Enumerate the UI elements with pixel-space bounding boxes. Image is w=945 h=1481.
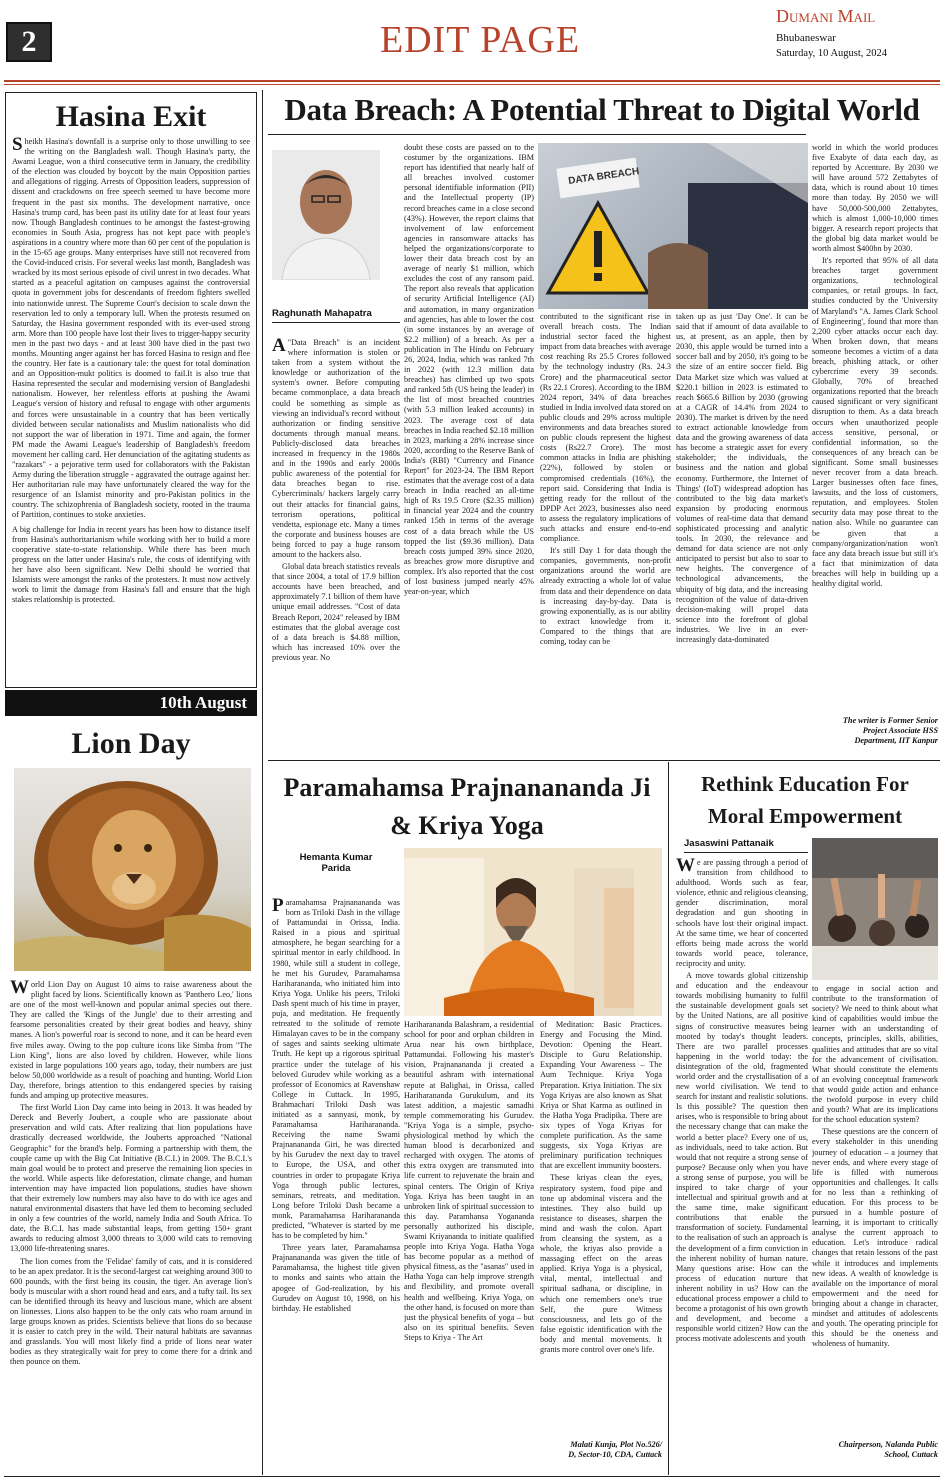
- breach-signature: [812, 716, 938, 746]
- page-number-box: [6, 22, 52, 62]
- meditating-figure-icon: [404, 848, 662, 1016]
- paper-name: Dumani Mail: [776, 6, 876, 26]
- kriya-author: [272, 852, 400, 874]
- education-signature: [812, 1440, 938, 1460]
- education-sig-line: School, Cuttack: [884, 1450, 938, 1459]
- byline-rule: [684, 852, 808, 853]
- kriya-author-line: Hemanta Kumar: [299, 852, 373, 863]
- kriya-paragraph: Three years later, Paramahamsa Prajnanananda was given the title of Paramahamsa, the highest title given to monks and saints who attain the apogee of God-realization, by his Gurudev on August 10, 1998, on his birthday. He established: [272, 1243, 400, 1313]
- masthead-rule-2: [4, 84, 940, 85]
- breach-col-3: [540, 312, 671, 750]
- lion-paragraph: World Lion Day on August 10 aims to raise awareness about the plight faced by lions. Scientifically known as 'Panthero Leo,' lions are one of the most well-known and popular animal species out there. They are called the 'Kings of the Jungle' due to their arresting and fearsome personalities created by their great bodies and heavy, shiny manes. A lion's powerful roar is second to none, and it can be heard even five miles away. Owing to the pop culture icons like Simba from "The Lion King", lions are also loved by children. However, while lions existed in large populations 100 years ago, today, their numbers are just below 50,000 worldwide as a result of poaching and hunting. World Lion Day, therefore, brings attention to this endangered species by raising funds and amping up protective measures.: [10, 980, 252, 1101]
- lion-date-banner: [5, 690, 257, 716]
- kriya-headline-1: Paramahamsa Prajnanananda Ji: [283, 773, 651, 802]
- breach-headline: Data Breach: A Potential Threat to Digital World: [284, 92, 920, 127]
- date: Saturday, 10 August, 2024: [776, 48, 888, 59]
- breach-author-photo: [272, 150, 380, 280]
- city: Bhubaneswar: [776, 32, 836, 44]
- lion-icon: [14, 768, 251, 971]
- education-col-1: [676, 858, 808, 1474]
- kriya-image: [404, 848, 662, 1016]
- education-paragraph: These questions are the concern of every stakeholder in this unending journey of education – a journey that never ends, and where every stage of life is filled with numerous opportunities and challenges. It calls for no less than a rethinking of education. For this process to be pursued in a humble posture of learning, it is important to critically analyse the current approach to education. Let's introduce radical changes that retain lessons of the past while it introduces and implements new ideas. A wealth of knowledge is available on the importance of moral empowerment and the need for bringing about a change in character, mindset and attitudes of adolescents and youth. The operating principle for this should be the oneness and wholeness of humanity.: [812, 1127, 938, 1349]
- breach-col-1: [272, 338, 400, 750]
- breach-paragraph: taken up as just 'Day One'. It can be said that if amount of data available to us, at present, as an apple, then by 2030, this apple would be turned into a soccer ball and by 2050, it's going to be the size of an entire soccer field. Big Data Market size which was valued at $220.1 billion in 2023 is estimated to reach $665.6 Billion by 2030 (growing at a CAGR of 14.4% from 2024 to 2030). The market is driven by the need to extract actionable knowledge from data and the growing awareness of data has become a strategic asset for every stakeholder; the individuals, the business and the nation and global economy. Furthermore, the Internet of Things' (IoT) widespread adoption has contributed to the big data market's expansion by producing enormous volumes of real-time data that demand sophisticated processing and analytic tools. In 2030, the relevance and demand for data science are not only anticipated to persist but also to soar to new heights. The convergence of technological advancements, the ubiquity of big data, and the increasing recognition of the value of data-driven decision-making will propel data science into the forefront of global industries. We live in an ever-increasingly data-dominated: [676, 312, 808, 644]
- breach-col-4: [676, 312, 808, 750]
- breach-paragraph: It's still Day 1 for data though the companies, governments, non-profit organizations around the world are already extracting a whole lot of value from data and their dependence on data is increasing day-by-day. Data is growing exponentially, as is our ability to extract knowledge from it. Compared to the things that are coming, today can be: [540, 546, 671, 646]
- kriya-paragraph: of Meditation: Basic Practices. Energy and Focusing the Mind. Devotion: Opening the Heart. Disciple to Guru Relationship. Expanding Your Awareness – The Aum Technique. Kriya Yoga Preparation. Kriya Initiation. The six Yoga Kriyas are also known as Shat Kriya or Shat Karma as outlined in the Hatha Yoga Pradipika. There are six types of Yoga Kriyas for complete purification. As the same suggests, six Yoga Kriyas are preliminary purification techniques that are excellent immunity boosters.: [540, 1020, 662, 1171]
- education-col-2: [812, 984, 938, 1428]
- breach-sig-line: Project Associate HSS: [862, 726, 938, 735]
- education-paragraph: We are passing through a period of transition from childhood to adulthood. Words such as fear, violence, ethnic and religious cleansing, gender discrimination, moral degradation and gun shooting in schools have lost their original impact. At the same time, we hear of concerted efforts being made across the world towards world peace, tolerance, reciprocity and unity.: [676, 858, 808, 968]
- kriya-sig-line: D, Sector-10, CDA, Cuttack: [568, 1450, 662, 1459]
- breach-paragraph: doubt these costs are passed on to the costumer by the organizations. IBM report has identified that nearly half of all breaches involved customer personal identifiable information (PII) and the Intellectual property (IP) record breaches came in a close second (43%). However, the report claims that involvement of law enforcement agencies in ransomware attacks has helped the organizations/corporate to lower their data breach cost by an average of nearly $1 million, which excludes the cost of any ransom paid. The report also reveals that application of security Artificial Intelligence (AI) and automation, in many organization and agencies, has able to lower the cost (in some instances by an average of $2.2 million) of a breach. As per a publication in The Hindu on February 26, 2024, India, which was ranked 7th in 2022 (with 12.3 million data breaches) has climbed up two spots and ranked 5th (US being the leader) in the list of most breached countries (with 5.3 million leaked accounts) in 2023. The average cost of data breaches in India reached $2.18 million in 2023, marking a 28% increase since 2020, according to the Reserve Bank of India's (RBI) "Currency and Finance Report" for 2023-24. The IBM Report estimates that the average cost of a data breach in India reached an all-time high of Rs 19.5 Crore ($2.35 million) in financial year 2024 and the country ranked 15th in terms of the average cost of a data breach while the US topped the list ($9.36 million). Data breach costs jumped 39% since 2020, as breaches grow more disruptive and complex. It's also reported that the cost of lost business jumped nearly 45% year-on-year, which: [404, 143, 534, 597]
- hasina-article: [5, 92, 257, 688]
- lion-date: 10th August: [159, 693, 247, 712]
- kriya-paragraph: Paramahamsa Prajnanananda was born as Triloki Dash in the village of Pattamundai in Orissa, India. Raised in a pious and spiritual atmosphere, he began searching for a spiritual mentor in early childhood. In 1980, while still a student in college, he met his Gurudev, Paramahamsa Hariharananda, who initiated him into Kriya Yoga. Unlike his peers, Triloki Dash spent much of his time in prayer, puja, and meditation. He frequently retreated to the solitude of remote Himalayan caves to be in the company of sages and saints seeking ultimate Truth. He kept up a rigorous spiritual practice under the tutelage of his beloved Gurudev while working as a professor of Economics at Ravenshaw College in Cuttack. In 1995, Brahmachari Triloki Dash was initiated as a sannyasi, monk, by Paramahamsa Hariharananda. Receiving the name Swami Prajnanananda Giri, he was directed by his Gurudev the next day to travel to Europe, the USA, and other countries in order to propagate Kriya Yoga through public lectures, seminars, retreats, and meditation. Long before Triloki Dash became a monk, Paramahamsa Hariharananda predicted, "Whatever is started by me has to be completed by him.": [272, 898, 400, 1241]
- breach-paragraph: world in which the world produces five Exabyte of data each day, as reported by Accenture. By 2030 we will have around 572 Zettabytes of data, which is round about 10 times more than today. By 2050 we will have 50,000-500,000 Zettabytes, which is almost 1,000-10,000 times bigger. A research report projects that the global big data market would be worth almost $400bn by 2030.: [812, 143, 938, 253]
- education-paragraph: to engage in social action and contribute to the transformation of society? We need to think about what kind of capabilities would imbue the learner with an understanding of concepts, principles, skills, abilities, qualities and attitudes that are so vital for the advancement of civilisation. What should constitute the elements of an evolving conceptual framework that would guide action and enhance the twofold purpose in every child and youth? What are its implications for the school education system?: [812, 984, 938, 1125]
- kriya-col-2: [404, 1020, 534, 1474]
- kriya-sig-line: Malati Kunja, Plot No.526/: [570, 1440, 662, 1449]
- breach-paragraph: It's reported that 95% of all data breaches target government organizations, technological companies, or retail groups. In fact, studies conducted by the 'University of Maryland's "A. James Clark School of Engineering', found that more than 2,200 cyber attacks occur each day. When broken down, that means someone becomes a victim of a data breach, phishing attack, or other cybercrime every 39 seconds. Globally, 70% of breached organizations reported that the breach caused significant or very significant disruption to them. As a data breach occurs when unauthorized people access sensitive, personal, or confidential information, so the consequences of any breach can be significant. Some small businesses never recover from a data breach. Larger businesses often face fines, lawsuits, and the loss of customers, reputation, and employees. Stolen security data may pose threat to the nation also. While no guarantee can be given that a company/organization/nation won't face any data breach issue but still it's a fact that minimization of data breaches will help in building up a healthy digital world.: [812, 256, 938, 589]
- breach-paragraph: Global data breach statistics reveals that since 2004, a total of 17.9 billion accounts have been breached, and approximately 7.1 billion of them have unique email addresses. "Cost of data Breach Report, 2024" released by IBM estimates that the global average cost of a data breach is $4.88 million, which has increased 10% over the previous year. No: [272, 562, 400, 662]
- breach-paragraph: contributed to the significant rise in overall breach costs. The Indian industrial sector faced the highest impact from data breaches with average cost reaching Rs 25.5 Crores followed by the technology industry (Rs. 24.3 Crore) and the pharmaceutical sector (Rs 22.1 Crores). According to the IBM 2024 report, 34% of data breaches studied in India involved data stored on public clouds and 29% across multiple environments and data breaches stored on public clouds represent the highest costs (Rs22.7 Crore). The most common attacks in India are phishing (22%), followed by stolen or compromised credentials (16%), the report said. Considering that India is getting ready for the rollout of the DPDP Act 2023, businesses also need to assess the regulatory implications of such attacks and ensure end-to-end compliance.: [540, 312, 671, 544]
- bottom-rule: [4, 1476, 940, 1477]
- breach-rule: [268, 134, 806, 135]
- byline-rule: [272, 322, 400, 323]
- kriya-signature: [540, 1440, 662, 1460]
- breach-image-label: DATA BREACH: [567, 166, 640, 187]
- section-divider: [268, 760, 940, 761]
- lion-headline: Lion Day: [71, 727, 191, 760]
- education-image: [812, 838, 938, 980]
- breach-col-5: [812, 143, 938, 711]
- hasina-paragraph: A big challenge for India in recent years has been how to distance itself from Hasina's authoritarianism while working with her to build a more cooperative state-to-state relationship. While there has been much progress on the latter under Hasina's rule, the costs of identifying with her have also been significant. New Delhi should be worried that Islamists were amongst the ranks of the protesters. It must now actively work to limit the damage from Hasina's fall and ensure that the high stakes relationship is protected.: [12, 524, 250, 605]
- kriya-col-1: [272, 898, 400, 1474]
- education-headline-1: Rethink Education For: [701, 772, 909, 796]
- breach-paragraph: A"Data Breach" is an incident where information is stolen or taken from a system without the knowledge or authorization of the system's owner. Before computing became commonplace, a data breach could be something as simple as viewing an individual's record without authorization or finding sensitive documents through manual means. Publicly-disclosed data breaches increased in frequency in the 1980s and in the 1990s and early 2000s public awareness of the potential for data breaches began to rise. Cybercriminals/ hackers largely carry out their attacks for financial gains, terrorism operations, political vendetta, espionage etc. Many a times the corporate and business houses are being forced to pay a huge ransom amount to the hackers also.: [272, 338, 400, 559]
- education-headline-2: Moral Empowerment: [707, 804, 903, 828]
- raised-hands-icon: [812, 838, 938, 980]
- person-icon: [272, 150, 380, 280]
- masthead-rule-1: [4, 80, 940, 82]
- breach-image: [538, 143, 808, 309]
- education-author: Jasaswini Pattanaik: [684, 838, 774, 849]
- breach-sig-line: Department, IIT Kanpur: [854, 736, 938, 745]
- lion-paragraph: The lion comes from the 'Felidae' family of cats, and it is considered to be an apex predator. It is the second-largest cat weighing around 300 to 600 pounds, with the first being its cousin, the tiger. An average lion's body is muscular with a short round head and ears, and a tufty tail. Its sex can be identified through its heavy and luscious mane, which are absent on lionesses. Lions also happen to be the only cats who roam around in large groups known as prides. Scientists believe that lions do so because it is easier to catch prey in the wild. Their natural habitats are savannas and grasslands. You will most likely find a pride of lions near water bodies as they strategically wait for prey to come there for a drink and then pounce on them.: [10, 1256, 252, 1367]
- column-divider: [262, 90, 263, 1475]
- education-sig-line: Chairperson, Nalanda Public: [838, 1440, 938, 1449]
- education-paragraph: A move towards global citizenship and education and the endeavour towards mobilising humanity to fulfil the sustainable development goals set by the United Nations, are all positive signs of constructive measures being mooted by today's thought leaders. There are two parallel processes happening in the world today: the disintegration of the old, fragmented world order and the crystallisation of a new world civilisation. We tend to search for instant and realistic solutions. Is this possible? The question then arises, who is responsible to bring about the necessary change that can make the world a better place? Every one of us, as individuals, need to take action. But would that not require a strong sense of purpose? Because only when you have a strong sense of purpose, you will be inspired to take charge of your intellectual and spiritual growth and at the same time, make significant contributions that enable the transformation of society. Fundamental to the realisation of such an approach is the development of a firm conviction in the inherent nobility of human nature. Many questions arise: How can the process of education nurture that inherent nobility in us? How can the educational process empower a child to become a protagonist of his own growth and development, and become a responsible world citizen? How can the process motivate adolescents and youth: [676, 971, 808, 1344]
- warning-icon: [538, 143, 808, 309]
- kriya-col-3: [540, 1020, 662, 1430]
- column-divider: [668, 762, 669, 1475]
- page-number: 2: [21, 25, 37, 58]
- lion-body: [10, 980, 252, 1470]
- breach-col-2: [404, 143, 534, 750]
- lion-paragraph: The first World Lion Day came into being in 2013. It was headed by Dereck and Beverly Joubert, a couple who are passionate about preservation and wild cats. After realizing that lion populations have drastically decreased worldwide, the Jouberts approached "National Geographic" for the brand's help. Forming a partnership with them, the couple came up with the Big Cat Initiative (B.C.I.) in 2009. The B.C.I.'s main goal would be to protect and preserve the remaining lion species in the world. While aspects like deforestation, climate change, and human intervention may have impacted lion populations, studies have shown that their extremely low numbers may also have to do with ice ages and natural environmental disasters that have led them to becoming secluded in only a few countries of the world, namely India and South Africa. To date, the B.C.I. has made substantial leaps, from getting 150+ grant awards to reducing almost 3,000 threats to 3,000 wild cats to removing 13,000 life-threatening snares.: [10, 1103, 252, 1254]
- breach-sig-line: The writer is Former Senior: [842, 716, 938, 725]
- kriya-paragraph: These kriyas clean the eyes, respiratory system, food pipe and tone up abdominal viscera and the intestines. They also build up resistance to diseases, sharpen the mind and wash the colon. Apart from cleansing the system, as a whole, the kriyas also provide a massaging effect on the areas applied. Kriya Yoga is a physical, vital, mental, intellectual and spiritual sadhana, or discipline, in which one remembers one's true Self, the pure Witness consciousness, and lets go of the false egoistic identification with the body and mental movements. It grants more control over one's life.: [540, 1173, 662, 1354]
- breach-author: Raghunath Mahapatra: [272, 308, 372, 319]
- kriya-author-line: Parida: [321, 863, 351, 874]
- section-title: EDIT PAGE: [379, 19, 581, 61]
- lion-image: [14, 768, 251, 971]
- hasina-headline: Hasina Exit: [55, 100, 207, 133]
- hasina-paragraph: Sheikh Hasina's downfall is a surprise only to those unwilling to see the writing on the Bangladesh wall. Though Hasina's party, the Awami League, won a third consecutive term in January, the credibility of the election was clouded by boycott by the main Opposition parties and allegations of rigging. Arrests of Opposition leaders, suppression of dissent and crackdowns on free speech seemed to have become more frequent in the past six months. The development narrative, once Hasina's trump card, has been past its utility date for at least four years now. Though Bangladesh continues to be amongst the fastest-growing economies in South Asia, progress has not kept pace with people's aspirations in a country where more than 60 per cent of the population is in the 15-65 age groups. Many enterprises have still not recovered from the Covid-induced crisis. For several weeks last month, Bangladesh was wracked by its most serious episode of civil unrest in two decades. What started as a peaceful agitation on campuses against the controversial quota in government jobs for descendants of freedom fighters swelled into nationwide unrest. The Supreme Court's decision to scale down the reservation led to only a temporary lull. When the protests resumed on Saturday, the Hasina government responded with its ever-used strong arm. More than 100 people have lost their lives to trigger-happy security men in the past two days - and at least 300 have died in the past two months. Mounting anger against her has forced Hasina to resign and flee the country. Her fate is a cautionary tale: the quest for total domination and an Opposition-mukt politics is doomed to fail.It is also true that Hasina represented the secular and modernising version of Bangladeshi nationalism. However, her relentless efforts at pushing the Awami League's version of history and refusal to engage with other arguments and forces were unsustainable in a country that has been vertically divided between secular nationalists and Muslim nationalists who did not support the war of liberation in 1971. Time and again, the former PM made the Awami League's leadership of Bangladesh's freedom movement her calling card. Her denunciation of the agitating students as "razakars" - a pejorative term used for collaborators with the Pakistan Army during the liberation struggle - aggravated the outrage against her. Her authoritarian rule may have unfortunately cleared the way for the resurgence of an Islamist minority and pro-Pakistan politics in the country. The schizophrenia of Bangladesh society, rooted in the trauma of Partition, continues to stoke anxieties.: [12, 137, 250, 520]
- kriya-paragraph: Hariharananda Balashram, a residential school for poor and orphan children in Arua near his own birthplace, Pattamundai. Following his master's vision, Prajnanananda ji created a beautiful ashram with international repute at Balighai, in Orissa, called Hariharananda Gurukulum, and its latest addition, a majestic samadhi temple commemorating his Gurudev. "Kriya Yoga is a simple, psycho-physiological method by which the human blood is decarbonized and recharged with oxygen. The atoms of this extra oxygen are transmuted into life current to rejuvenate the brain and spinal centers. The Origin of Kriya Yoga. Kriya has been taught in an unbroken link of spiritual succession to this day. Paramhansa Yogananda personally authorized his disciple, Swami Kriyananda to initiate qualified people into Kriya Yoga. Hatha Yoga has become popular as a method of physical fitness, as the "asanas" used in Hatha Yoga can help improve strength and flexibility, and promote overall health and wellbeing. Kriya Yoga, on the other hand, is focused on more than just the physical benefits of yoga – but also on its spiritual benefits. Seven Steps to Kriya - The Art: [404, 1020, 534, 1342]
- kriya-headline-2: & Kriya Yoga: [390, 811, 544, 840]
